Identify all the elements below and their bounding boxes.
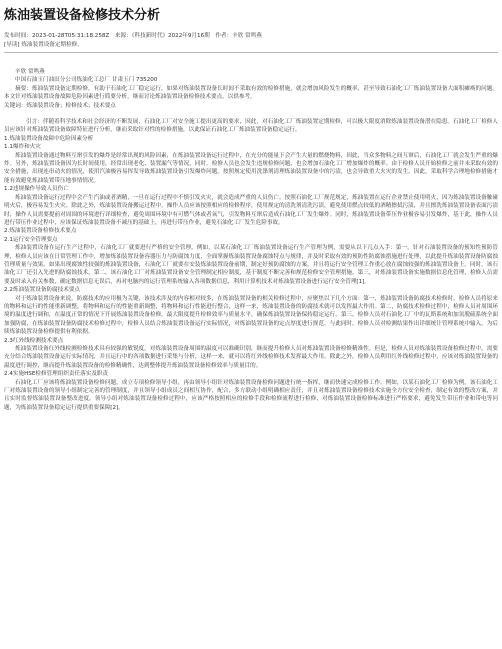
subsection-heading: 2.2炼油装置设备防腐技术要点 <box>4 287 81 294</box>
keywords: 关键词：炼油装置设备；检修技术；技术要点 <box>4 102 116 109</box>
paragraph: 炼油装置设备红外线检测检修技术具有较强的敏锐度，对炼油装置设备周围的温度可以准确识别，继而提升检修人员对炼油装置设备检修精准性。但是，检修人员对炼油装置设备检修过程中，需要充分结合炼油装置设备运行实际情况，并且运行中的各项数据进行采集与分析，这样一来，就可以将红外线检修技术发挥最大作用。除此之外，检修人员利用红外线检修过程中，应该对炼油装置设备的温度进行调控，继而提升炼油装置设备的检修精确性，达到整体提升炼油装置设备检修效率与质量目的。 <box>4 346 498 369</box>
section-heading: 1.炼油装置设备故障中危险因素分析 <box>4 135 94 142</box>
paragraph: 炼油装置设备运行过程中会产生汽油或者酒精，一旦在运行过程中不慎引发火灾，就会造成严重的人员伤亡。按照石油化工厂规范规定，炼油装置在运行企业禁止使用明火，因为炼油装置设备触碰明火后，极容易发生火灾。除此之外，炼油装置设备搬运过程中，操作人员应该按照相应的检修程序，使用规定的清洗剂清洗污渍，避免使用燃点较低的酒精擦拭污渍，并且擦洗炼油装置设备表面污渍时，操作人员需要提前对周围的环境进行详细检查，避免周围环境中有可燃气体或者氧气，引发物料互窜后造成石油化工厂发生爆炸。同时，炼油装置设备带压作业极容易引发爆炸，基于此，操作人员进行带压作业过程中，应该保证炼油装置设备不减压的基础上，再进行带压作业，避免石油化工厂发生危险事故。 <box>4 194 498 226</box>
guide-text: [导读] 炼油装置设备定期检修， <box>4 42 83 48</box>
paragraph: 炼油装置设备在运行生产过程中，石油化工厂就要进行严格的安全管理。例如，以某石油化工厂炼油装置设备运行生产管理为例，需要从以下几点入手：第一，针对石油装置设备的预知性预防管理，检修人员应该在日常管理工作中，增加炼油装置设备容器压力与防腐蚀力度，全面掌握炼油装置设备腐蚀特点与规律，并及时采取有效的预防性防腐蚀措施进行处理，以此提升炼油装置设备防腐蚀管理质量与效果。如果出现腐蚀性较强的炼油装置设备，石油化工厂就要在安装炼油装置设备前期，制定好预防腐蚀的方案，并且将运行安全管理工作重心放在腐蚀较强的炼油装置设备上。同时，该石油化工厂还引入先进的防腐蚀技术。第二，该石油化工厂对炼油装置设备安全管理制定相应制度，基于制度不断完善和规范检修安全管理措施。第三，对炼油装置设备实施数据信息化管理，检修人员需要及时录入有关参数，确定数据信息无误后，再对电脑内的运行管理系统输入各项数据信息，利用计算机技术对炼油装置设备进行运行安全管理[1]。 <box>4 245 498 285</box>
section-heading: 2.炼油装置设备检修技术要点 <box>4 228 77 235</box>
subsection-heading: 1.2违规操作导致人员伤亡 <box>4 186 69 193</box>
subsection-heading: 2.4实施HSE检修管理组织责任落实及职责 <box>4 371 109 378</box>
subsection-heading: 2.1运行安全管理要点 <box>4 236 58 243</box>
publication-meta: 发布时间：2023-01-28T05:31:18.258Z 来源：《科技新时代》2022年9月16期 作者：辛欣 常鸣燕 <box>4 33 262 39</box>
paragraph: 炼油装置设备通过物料互窜引发的爆炸是经常出现的风险因素，在炼油装置设备运行过程中，在充分的能量下会产生大量的燃烧物料，因此，当众多物料之间互窜后，石油化工厂就会发生严重的爆炸。另外，炼油装置设备因为长时间使用，经常出现老化、装置漏气等情况，同时，检修人员也会发生违规检修问题，也会增加石油化工厂增加爆炸的概率。由于检修人员开始检修之前并未采取有效的安全措施，出现连串动火的情况，使用汽油极容易挥发导致炼油装置设备引发爆炸问题。按照规定使用洗涤剂清理炼油装置设备中的污渍，也会导致重大火灾的发生，因此，采取科学合理地检修措施才能有效避免炼油装置带压地事情情况。 <box>4 152 498 184</box>
abstract: 摘要：炼油装置设备定期检修，有助于石油化工厂稳定运行。如果对炼油装置设备长时间不采取有效的检修措施，就会增加风险发生的概率，甚至导致石油化工厂炼油装置设备大面积瘫痪的问题。本文针对炼油装置设备故障危险因素进行简要分析，继而讨论炼油装置设备检修技术要点，以供参考。 <box>4 85 498 101</box>
subsection-heading: 2.3红外线检测技术要点 <box>4 337 64 344</box>
subsection-heading: 1.1爆炸和火灾 <box>4 144 41 151</box>
page-title: 炼油装置设备检修技术分析 <box>4 8 161 23</box>
paragraph: 对于炼油装置设备来说，防腐技术的应用极为关键，该技术涉及的内容相对较多，在炼油装置设备的相关检修过程中，应聚焦以下几个方面：第一，炼油装置设备防腐技术检修时，检修人员将原来的物料和运行的性能重新调整，将物料和运行的性能重新调整，将物料和运行性能进行整合，这样一来，炼油装置设备的防腐技术就可以发挥最大作用。第二，防腐技术检修过程中，检修人员对周围环境的温度进行调和，在温度正常的情况下开展炼油装置设备检修，最大限度提升检修效率与质量水平，确保炼油装置设备保持稳定运行。第三，检修人员对石油化工厂中的瓦斯系统和加氢脱硫系统全面加强防腐，在炼油装置设备防腐技术检修过程中，检修人员结合炼油装置设备运行实际情况，对炼油装置设备的定点厚度进行规范。与此同时，检修人员对检测结果作出详细统计管理系统中输入，为后续炼油装置设备检修提供有利依据。 <box>4 295 498 336</box>
divider <box>4 52 498 53</box>
authors: 辛欣 常鸣燕 <box>15 69 45 75</box>
affiliation: 中国石油玉门油田分公司炼油化工总厂 甘肃玉门 735200 <box>15 77 158 84</box>
introduction: 引言：伴随着科学技术和社会经济的不断发展，石油化工厂对安全施工提出更高的要求，因此，对石油化工厂炼油装置定期检修，可以极大限度消除炼油装置设备潜在隐患。石油化工厂检修人员应该针对炼油装置设备故障特征进行分析，继而采取针对性的检修措施，以此保证石油化工厂炼油装置设备稳定运行。 <box>4 119 498 134</box>
paragraph: 石油化工厂应该将炼油装置设备检修问题，成立专项检修领导小组，再由领导小组针对炼油装置设备检修问题进行统一指挥，继而快速完成检修工作。例如，以某石油化工厂检修为例，该石油化工厂对炼油装置设备的领导小组制定完善的管理制度，并且领导小组成员之间相互协作，配合，多方联动小组明确相应责任，并且对炼油装置设备检修技术实施全方位安全检查，制定有效的整改方案，并且实时监督炼油装置设备整改进度。领导小组对炼油装置设备检修过程中，应该严格按照相应的检修手段和检修流程进行检修，对炼油装置设备检修标准进行严格要求，避免发生带压作业和带电等问题，为炼油装置设备稳定运行提供重要保障[2]。 <box>4 379 498 411</box>
